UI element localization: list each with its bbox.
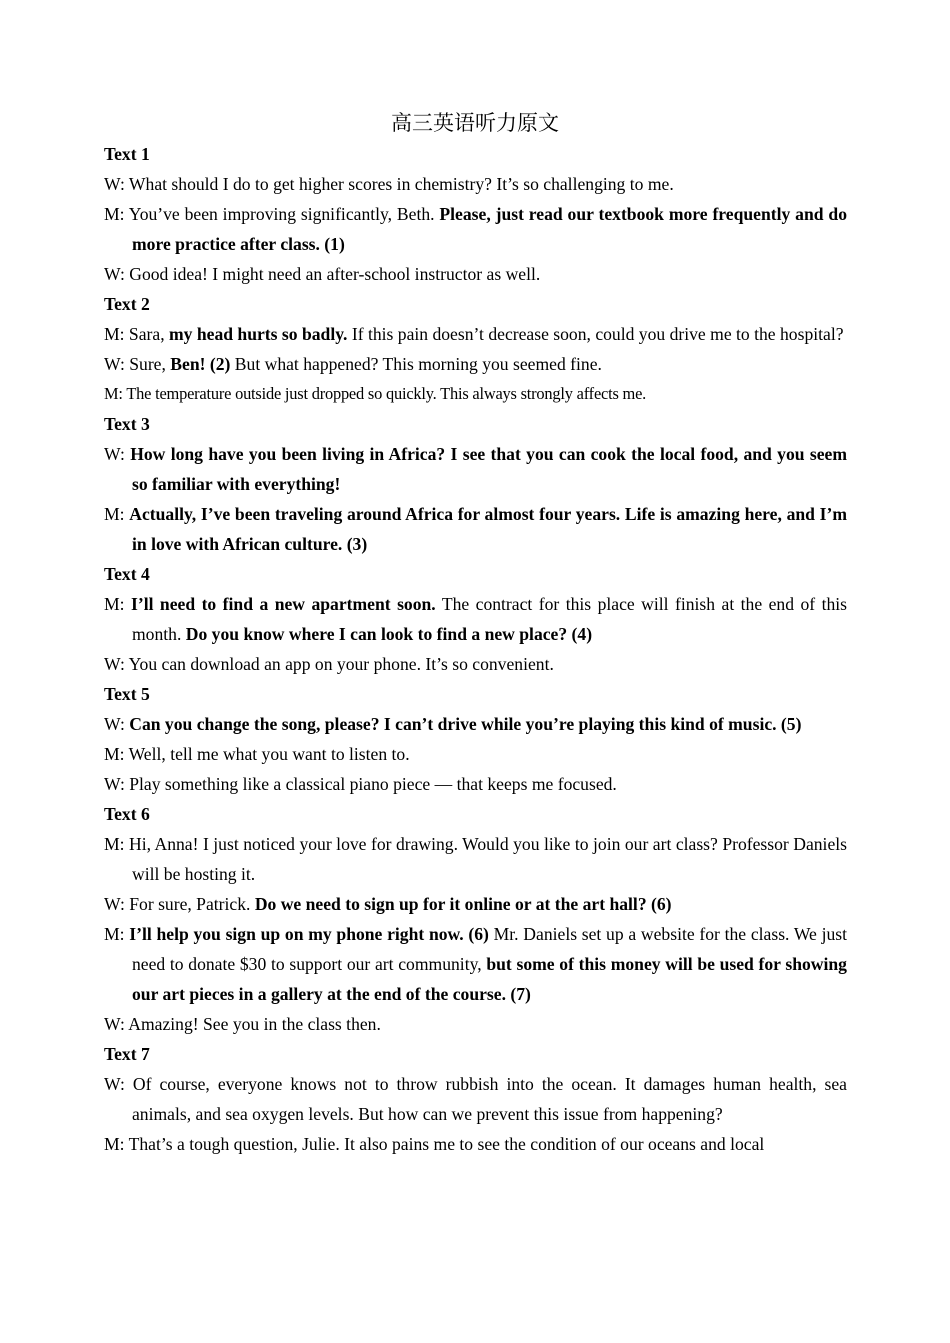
dialogue-line xyxy=(104,1009,847,1039)
dialogue-text: Mr. Daniels set up a website for the class. We just need to donate $30 to support our art community, xyxy=(132,924,847,974)
section-heading: Text 6 xyxy=(104,804,150,824)
transcript-body xyxy=(104,139,847,1159)
dialogue-text: M: xyxy=(104,594,131,614)
dialogue-line xyxy=(104,589,847,649)
section-heading: Text 3 xyxy=(104,414,150,434)
dialogue-line xyxy=(104,319,847,349)
section-heading: Text 5 xyxy=(104,684,150,704)
dialogue-text: W: What should I do to get higher scores in chemistry? It’s so challenging to me. xyxy=(104,174,674,194)
section-heading: Text 1 xyxy=(104,144,150,164)
dialogue-line xyxy=(104,439,847,499)
dialogue-text: W: Play something like a classical piano piece — that keeps me focused. xyxy=(104,774,617,794)
dialogue-text: M: The temperature outside just dropped so quickly. This always strongly affects me. xyxy=(104,384,647,403)
dialogue-line xyxy=(104,769,847,799)
dialogue-line xyxy=(104,499,847,559)
dialogue-line xyxy=(104,349,847,379)
dialogue-line xyxy=(104,379,847,409)
bold-answer-text: my head hurts so badly. xyxy=(169,324,348,344)
dialogue-text: W: xyxy=(104,444,131,464)
bold-answer-text: I’ll help you sign up on my phone right now. (6) xyxy=(129,924,489,944)
dialogue-line xyxy=(104,739,847,769)
dialogue-text: M: Sara, xyxy=(104,324,169,344)
dialogue-line xyxy=(104,259,847,289)
dialogue-text: W: Of course, everyone knows not to throw rubbish into the ocean. It damages human health, sea animals, and sea oxygen levels. But how can we prevent this issue from happening? xyxy=(104,1074,847,1124)
dialogue-text: M: xyxy=(104,504,130,524)
dialogue-line xyxy=(104,169,847,199)
bold-answer-text: Please, just read our textbook more frequently and do more practice after class. (1) xyxy=(132,204,847,254)
page-title: 高三英语听力原文 xyxy=(391,111,559,135)
dialogue-line xyxy=(104,1129,847,1159)
bold-answer-text: but some of this money will be used for showing our art pieces in a gallery at the end of the course. (7) xyxy=(132,954,847,1004)
dialogue-line xyxy=(104,829,847,889)
dialogue-text: W: Sure, xyxy=(104,354,171,374)
dialogue-line xyxy=(104,919,847,1009)
dialogue-line xyxy=(104,649,847,679)
dialogue-text: M: You’ve been improving significantly, Beth. xyxy=(104,204,440,224)
dialogue-text: M: xyxy=(104,924,130,944)
dialogue-text: M: Hi, Anna! I just noticed your love for drawing. Would you like to join our art class? Professor Daniels will be hosting it. xyxy=(104,834,847,884)
dialogue-line xyxy=(104,199,847,259)
dialogue-text: M: That’s a tough question, Julie. It also pains me to see the condition of our oceans and local xyxy=(104,1134,765,1154)
dialogue-text: W: Amazing! See you in the class then. xyxy=(104,1014,381,1034)
dialogue-text: But what happened? This morning you seemed fine. xyxy=(230,354,602,374)
dialogue-line xyxy=(104,1069,847,1129)
dialogue-line xyxy=(104,889,847,919)
bold-answer-text: I’ll need to find a new apartment soon. xyxy=(131,594,436,614)
bold-answer-text: Ben! (2) xyxy=(170,354,231,374)
dialogue-text: The contract for this place will finish at the end of this month. xyxy=(132,594,848,644)
bold-answer-text: Do we need to sign up for it online or at the art hall? (6) xyxy=(254,894,672,914)
bold-answer-text: Do you know where I can look to find a new place? (4) xyxy=(185,624,593,644)
bold-answer-text: How long have you been living in Africa? I see that you can cook the local food, and you seem so familiar with everything! xyxy=(130,444,847,494)
section-heading: Text 2 xyxy=(104,294,150,314)
section-heading: Text 4 xyxy=(104,564,150,584)
section-heading: Text 7 xyxy=(104,1044,150,1064)
dialogue-text: M: Well, tell me what you want to listen to. xyxy=(104,744,410,764)
dialogue-text: W: For sure, Patrick. xyxy=(104,894,255,914)
dialogue-text: W: Good idea! I might need an after-school instructor as well. xyxy=(104,264,541,284)
dialogue-text: If this pain doesn’t decrease soon, could you drive me to the hospital? xyxy=(347,324,844,344)
dialogue-text: W: You can download an app on your phone. It’s so convenient. xyxy=(104,654,554,674)
dialogue-text: W: xyxy=(104,714,130,734)
dialogue-line xyxy=(104,709,847,739)
bold-answer-text: Can you change the song, please? I can’t drive while you’re playing this kind of music. (5) xyxy=(129,714,802,734)
bold-answer-text: Actually, I’ve been traveling around Africa for almost four years. Life is amazing here, and I’m in love with African culture. (3) xyxy=(129,504,847,554)
